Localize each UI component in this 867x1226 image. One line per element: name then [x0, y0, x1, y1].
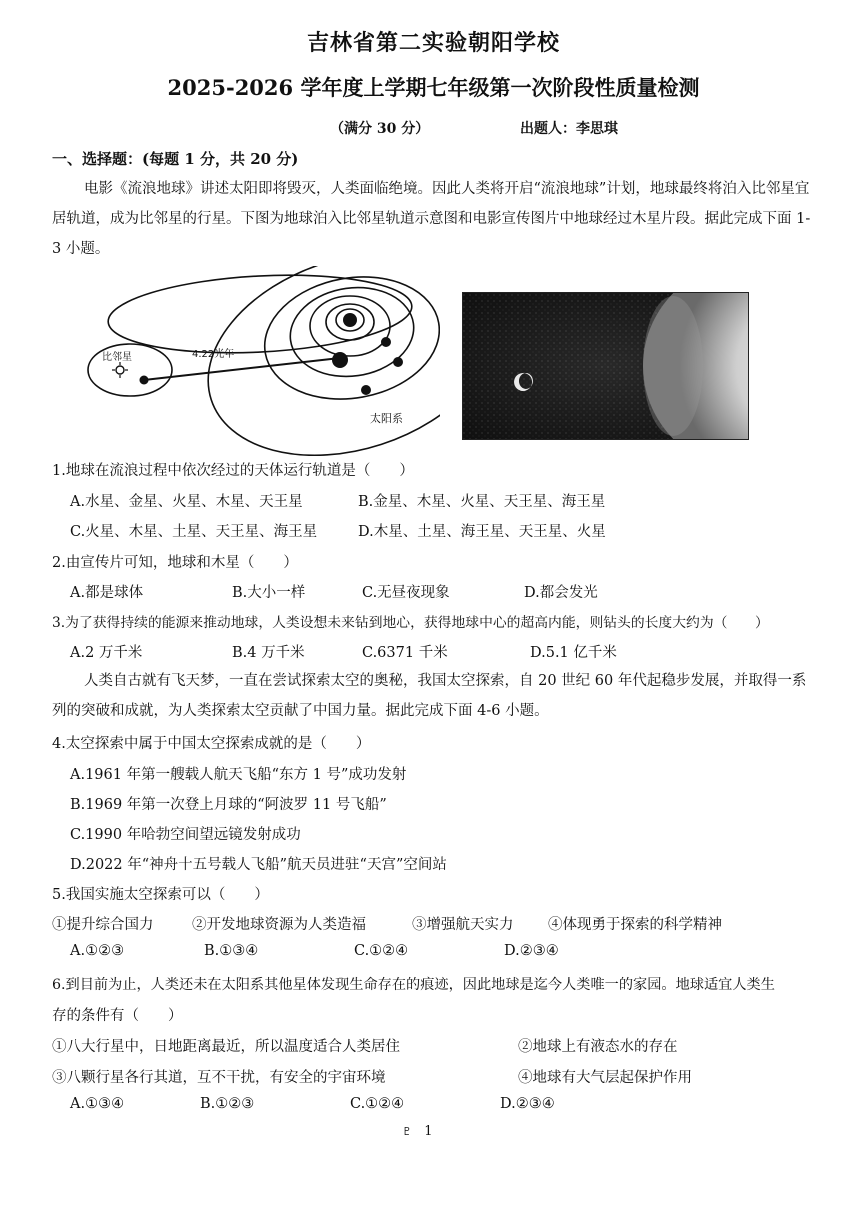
q6-option-c[interactable]: C.①②④	[350, 1096, 405, 1112]
q6-statement-3: ③八颗行星各行其道，互不干扰，有安全的宇宙环境	[52, 1070, 386, 1086]
planet-dot-2	[381, 337, 391, 347]
question-5: 5.我国实施太空探索可以（ ）	[52, 887, 269, 903]
q2-option-d[interactable]: D.都会发光	[524, 585, 598, 601]
outer-transfer-orbit	[106, 268, 414, 360]
q1-option-c[interactable]: C.火星、木星、土星、天王星、海王星	[70, 524, 318, 540]
section-heading: 一、选择题：(每题 1 分，共 20 分)	[52, 150, 299, 168]
q6-statement-2: ②地球上有液态水的存在	[518, 1039, 678, 1055]
q2-option-a[interactable]: A.都是球体	[70, 585, 144, 601]
page-number-value: 1	[424, 1124, 433, 1139]
q3-option-b[interactable]: B.4 万千米	[232, 645, 305, 661]
q6-statement-1: ①八大行星中，日地距离最近，所以温度适合人类居住	[52, 1039, 400, 1055]
proxima-label: 比邻星	[102, 352, 132, 363]
planet-dot-5	[140, 376, 149, 385]
question-6-line-1: 6.到目前为止，人类还未在太阳系其他星体发现生命存在的痕迹，因此地球是迄今人类唯一的家园。地球适宜人类生	[52, 977, 775, 993]
q5-option-a[interactable]: A.①②③	[70, 943, 125, 959]
q6-option-a[interactable]: A.①③④	[70, 1096, 125, 1112]
sun-dot	[343, 313, 357, 327]
passage-intro-2: 人类自古就有飞天梦，一直在尝试探索太空的奥秘，我国太空探索，自 20 世纪 60 年代起稳步发展，并取得一系列的突破和成就，为人类探索太空贡献了中国力量。据此完成下面 4-6 小题。	[52, 673, 807, 719]
q5-option-c[interactable]: C.①②④	[354, 943, 409, 959]
q3-option-c[interactable]: C.6371 千米	[362, 645, 448, 661]
question-1: 1.地球在流浪过程中依次经过的天体运行轨道是（ ）	[52, 463, 414, 479]
proxima-rays	[112, 362, 128, 378]
q1-option-a[interactable]: A.水星、金星、火星、木星、天王星	[70, 494, 303, 510]
q1-option-d[interactable]: D.木星、土星、海王星、天王星、火星	[358, 524, 606, 540]
movie-still-image	[462, 292, 749, 440]
q4-option-b[interactable]: B.1969 年第一次登上月球的“阿波罗 11 号飞船”	[70, 797, 387, 813]
q6-statement-4: ④地球有大气层起保护作用	[518, 1070, 692, 1086]
q4-option-c[interactable]: C.1990 年哈勃空间望远镜发射成功	[70, 827, 301, 843]
movie-still-art	[463, 293, 748, 439]
q5-option-d[interactable]: D.②③④	[504, 943, 559, 959]
solar-system-label: 太阳系	[370, 412, 403, 425]
full-score: （满分 30 分）	[330, 121, 430, 137]
q3-option-d[interactable]: D.5.1 亿千米	[530, 645, 617, 661]
proxima-star-icon	[116, 366, 124, 374]
school-title: 吉林省第二实验朝阳学校	[306, 30, 560, 56]
page-number	[402, 1124, 433, 1139]
q6-option-b[interactable]: B.①②③	[200, 1096, 255, 1112]
planet-dot-3	[393, 357, 403, 367]
question-6-line-2: 存的条件有（ ）	[52, 1008, 183, 1024]
question-author: 出题人：李思琪	[520, 121, 618, 137]
planet-dot-1	[332, 352, 348, 368]
q5-statement-4: ④体现勇于探索的科学精神	[548, 917, 722, 933]
q4-option-d[interactable]: D.2022 年“神舟十五号载人飞船”航天员进驻“天宫”空间站	[70, 857, 447, 873]
planet-dot-4	[361, 385, 371, 395]
q2-option-c[interactable]: C.无昼夜现象	[362, 585, 450, 601]
question-3: 3.为了获得持续的能源来推动地球，人类设想未来钻到地心，获得地球中心的超高内能，则钻头的长度大约为（ ）	[52, 615, 769, 631]
orbit-diagram	[80, 266, 440, 456]
exam-title: 2025-2026 学年度上学期七年级第一次阶段性质量检测	[167, 75, 700, 100]
q5-option-b[interactable]: B.①③④	[204, 943, 259, 959]
q2-option-b[interactable]: B.大小一样	[232, 585, 306, 601]
trajectory-line	[144, 358, 340, 380]
distance-label: 4.22光年	[192, 349, 235, 360]
question-2: 2.由宣传片可知，地球和木星（ ）	[52, 555, 298, 571]
question-4: 4.太空探索中属于中国太空探索成就的是（ ）	[52, 736, 371, 752]
q6-option-d[interactable]: D.②③④	[500, 1096, 555, 1112]
q5-statement-2: ②开发地球资源为人类造福	[192, 917, 366, 933]
q5-statement-3: ③增强航天实力	[412, 917, 514, 933]
q4-option-a[interactable]: A.1961 年第一艘载人航天飞船“东方 1 号”成功发射	[70, 767, 407, 783]
passage-intro-1: 电影《流浪地球》讲述太阳即将毁灭，人类面临绝境。因此人类将开启“流浪地球”计划，地球最终将泊入比邻星宜居轨道，成为比邻星的行星。下图为地球泊入比邻星轨道示意图和电影宣传图片中地球经过木星片段。据此完成下面 1-3 小题。	[52, 181, 811, 257]
page-number-glyph: ♇	[402, 1125, 412, 1138]
q1-option-b[interactable]: B.金星、木星、火星、天王星、海王星	[358, 494, 606, 510]
q3-option-a[interactable]: A.2 万千米	[70, 645, 143, 661]
q5-statement-1: ①提升综合国力	[52, 917, 154, 933]
